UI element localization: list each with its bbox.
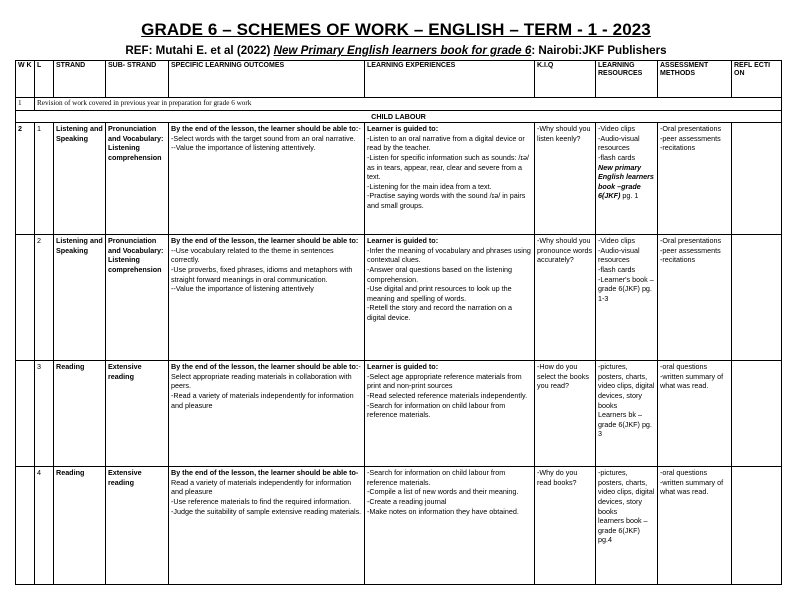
resource-line: -Audio-visual resources bbox=[598, 133, 640, 153]
lesson-outcomes bbox=[169, 235, 365, 361]
outcome-line: -Read a variety of materials independently for information and pleasure bbox=[171, 390, 354, 410]
assessment-line: -recitations bbox=[660, 143, 696, 153]
lesson-strand: Reading bbox=[54, 361, 106, 467]
lesson-week bbox=[16, 235, 35, 361]
resource-book bbox=[598, 163, 655, 201]
lesson-assessment bbox=[658, 123, 732, 235]
theme-label: CHILD LABOUR bbox=[16, 110, 782, 123]
header-lesson: L bbox=[35, 61, 54, 98]
experience-line: -Search for information on child labour from reference materials. bbox=[367, 400, 506, 420]
experiences-intro: Learner is guided to: bbox=[367, 362, 439, 372]
header-assessment: ASSESSMENT METHODS bbox=[658, 61, 732, 98]
header-strand: STRAND bbox=[54, 61, 106, 98]
revision-text: Revision of work covered in previous year in preparation for grade 6 work bbox=[35, 98, 782, 111]
lesson-rows bbox=[16, 123, 782, 585]
lesson-row bbox=[16, 467, 782, 585]
lesson-sub-strand: Pronunciation and Vocabulary: Listening comprehension bbox=[106, 235, 169, 361]
lesson-row bbox=[16, 361, 782, 467]
revision-row bbox=[16, 98, 782, 111]
header-experiences: LEARNING EXPERIENCES bbox=[365, 61, 535, 98]
lesson-kiq: -How do you select the books you read? bbox=[535, 361, 596, 467]
experience-line: -Retell the story and record the narration on a digital device. bbox=[367, 303, 513, 322]
lesson-row bbox=[16, 123, 782, 235]
experience-line: -Listen to an oral narrative from a digital device or read by the teacher. bbox=[367, 133, 525, 153]
experience-line: -Search for information on child labour from reference materials. bbox=[367, 468, 506, 487]
experience-line: -Use digital and print resources to look up the meaning and spelling of words. bbox=[367, 284, 512, 303]
lesson-number: 3 bbox=[35, 361, 54, 467]
lesson-experiences bbox=[365, 361, 535, 467]
outcome-line: --Use vocabulary related to the theme in sentences correctly. bbox=[171, 245, 334, 265]
assessment-line: -Oral presentations bbox=[660, 124, 722, 134]
lesson-number: 1 bbox=[35, 123, 54, 235]
lesson-strand: Listening and Speaking bbox=[54, 123, 106, 235]
resource-line: -pictures, posters, charts, video clips, digital devices, story books bbox=[598, 468, 655, 516]
experience-line: -Select age appropriate reference materials from print and non-print sources bbox=[367, 371, 522, 391]
assessment-line: -oral questions bbox=[660, 362, 708, 372]
experiences-intro: Learner is guided to: bbox=[367, 124, 439, 134]
assessment-line: -written summary of what was read. bbox=[660, 477, 724, 497]
resource-line: -flash cards bbox=[598, 264, 636, 274]
experience-line: -Read selected reference materials independently. bbox=[367, 390, 528, 400]
lesson-kiq: -Why should you pronounce words accurately? bbox=[535, 235, 596, 361]
experiences-intro: Learner is guided to: bbox=[367, 236, 439, 246]
lesson-experiences bbox=[365, 123, 535, 235]
outcome-line: -Judge the suitability of sample extensive reading materials. bbox=[171, 506, 362, 516]
outcome-line: -Use proverbs, fixed phrases, idioms and metaphors with straight forward meanings in oral communication. bbox=[171, 264, 353, 284]
resource-line: -Video clips bbox=[598, 236, 636, 246]
header-week: W K bbox=[16, 61, 35, 98]
lesson-row bbox=[16, 235, 782, 361]
lesson-kiq: -Why do you read books? bbox=[535, 467, 596, 585]
lesson-experiences bbox=[365, 467, 535, 585]
resource-line: -flash cards bbox=[598, 152, 636, 162]
lesson-sub-strand: Pronunciation and Vocabulary: Listening comprehension bbox=[106, 123, 169, 235]
reference-line bbox=[0, 44, 792, 57]
lesson-outcomes bbox=[169, 467, 365, 585]
outcomes-intro: By the end of the lesson, the learner should be able to: bbox=[171, 362, 359, 372]
outcome-line: --Value the importance of listening attentively. bbox=[171, 143, 316, 153]
resource-book-page: pg. 1 bbox=[620, 191, 639, 201]
header-kiq: K.I.Q bbox=[535, 61, 596, 98]
header-row bbox=[16, 61, 782, 98]
resource-line: Learners bk –grade 6(JKF) pg. 3 bbox=[598, 410, 652, 439]
outcome-line: -Select appropriate reading materials in collaboration with peers. bbox=[171, 362, 361, 391]
experience-line: -Practise saying words with the sound /ɪə/ in pairs and small groups. bbox=[367, 191, 526, 210]
scheme-of-work-table bbox=[15, 60, 782, 585]
experience-line: -Infer the meaning of vocabulary and phrases using contextual clues. bbox=[367, 245, 531, 265]
header-outcomes: SPECIFIC LEARNING OUTCOMES bbox=[169, 61, 365, 98]
lesson-outcomes bbox=[169, 123, 365, 235]
outcome-line: Read a variety of materials independently for information and pleasure bbox=[171, 477, 352, 497]
lesson-strand: Listening and Speaking bbox=[54, 235, 106, 361]
lesson-week bbox=[16, 467, 35, 585]
lesson-number: 2 bbox=[35, 235, 54, 361]
reference-suffix: : Nairobi:JKF Publishers bbox=[531, 44, 667, 57]
outcome-line: --Value the importance of listening attentively bbox=[171, 284, 314, 294]
outcomes-intro: By the end of the lesson, the learner should be able to: bbox=[171, 124, 359, 134]
lesson-assessment bbox=[658, 467, 732, 585]
outcome-line: -Use reference materials to find the required information. bbox=[171, 496, 352, 506]
lesson-resources bbox=[596, 467, 658, 585]
lesson-kiq: -Why should you listen keenly? bbox=[535, 123, 596, 235]
lesson-assessment bbox=[658, 235, 732, 361]
lesson-assessment bbox=[658, 361, 732, 467]
lesson-reflection bbox=[732, 467, 782, 585]
resource-line: -Video clips bbox=[598, 124, 636, 134]
outcomes-intro: By the end of the lesson, the learner should be able to: bbox=[171, 236, 359, 246]
resource-book-title: New primary English learners book –grade 6(JKF) bbox=[598, 162, 654, 201]
header-reflection: REFL ECTI ON bbox=[732, 61, 782, 98]
lesson-resources bbox=[596, 361, 658, 467]
lesson-number: 4 bbox=[35, 467, 54, 585]
resource-line: -Audio-visual resources bbox=[598, 245, 640, 265]
page-title: GRADE 6 – SCHEMES OF WORK – ENGLISH – TERM - 1 - 2023 bbox=[141, 20, 651, 39]
assessment-line: -written summary of what was read. bbox=[660, 371, 724, 391]
lesson-reflection bbox=[732, 123, 782, 235]
assessment-line: -peer assessments bbox=[660, 133, 721, 143]
resource-line: learners book –grade 6(JKF) pg.4 bbox=[598, 516, 648, 545]
header-resources: LEARNING RESOURCES bbox=[596, 61, 658, 98]
lesson-strand: Reading bbox=[54, 467, 106, 585]
lesson-experiences bbox=[365, 235, 535, 361]
experience-line: -Listening for the main idea from a text. bbox=[367, 181, 492, 191]
lesson-week bbox=[16, 361, 35, 467]
assessment-line: -oral questions bbox=[660, 468, 708, 478]
lesson-resources bbox=[596, 123, 658, 235]
lesson-week: 2 bbox=[16, 123, 35, 235]
outcomes-intro: By the end of the lesson, the learner should be able to- bbox=[171, 468, 359, 478]
resource-line: -pictures, posters, charts, video clips, digital devices, story books bbox=[598, 362, 655, 410]
experience-line: -Listen for specific information such as sounds: /ɪə/ as in tears, appear, rear, clear and severe from a text. bbox=[367, 152, 529, 182]
experience-line: -Answer oral questions based on the listening comprehension. bbox=[367, 264, 513, 284]
lesson-resources bbox=[596, 235, 658, 361]
header-sub-strand: SUB- STRAND bbox=[106, 61, 169, 98]
assessment-line: -recitations bbox=[660, 255, 696, 265]
experience-line: -Make notes on information they have obtained. bbox=[367, 506, 519, 516]
assessment-line: -peer assessments bbox=[660, 245, 721, 255]
experience-line: -Create a reading journal bbox=[367, 496, 447, 506]
lesson-outcomes bbox=[169, 361, 365, 467]
lesson-reflection bbox=[732, 235, 782, 361]
reference-book-title: New Primary English learners book for grade 6 bbox=[273, 44, 532, 57]
revision-week: 1 bbox=[16, 98, 35, 111]
reference-prefix: REF: Mutahi E. et al (2022) bbox=[125, 44, 274, 57]
experience-line: -Compile a list of new words and their meaning. bbox=[367, 487, 519, 497]
theme-row bbox=[16, 110, 782, 123]
outcome-line: --Select words with the target sound from an oral narrative. bbox=[171, 124, 361, 143]
lesson-sub-strand: Extensive reading bbox=[106, 467, 169, 585]
resource-line: -Learner's book –grade 6(JKF) pg. 1-3 bbox=[598, 274, 654, 303]
lesson-sub-strand: Extensive reading bbox=[106, 361, 169, 467]
lesson-reflection bbox=[732, 361, 782, 467]
assessment-line: -Oral presentations bbox=[660, 236, 722, 246]
